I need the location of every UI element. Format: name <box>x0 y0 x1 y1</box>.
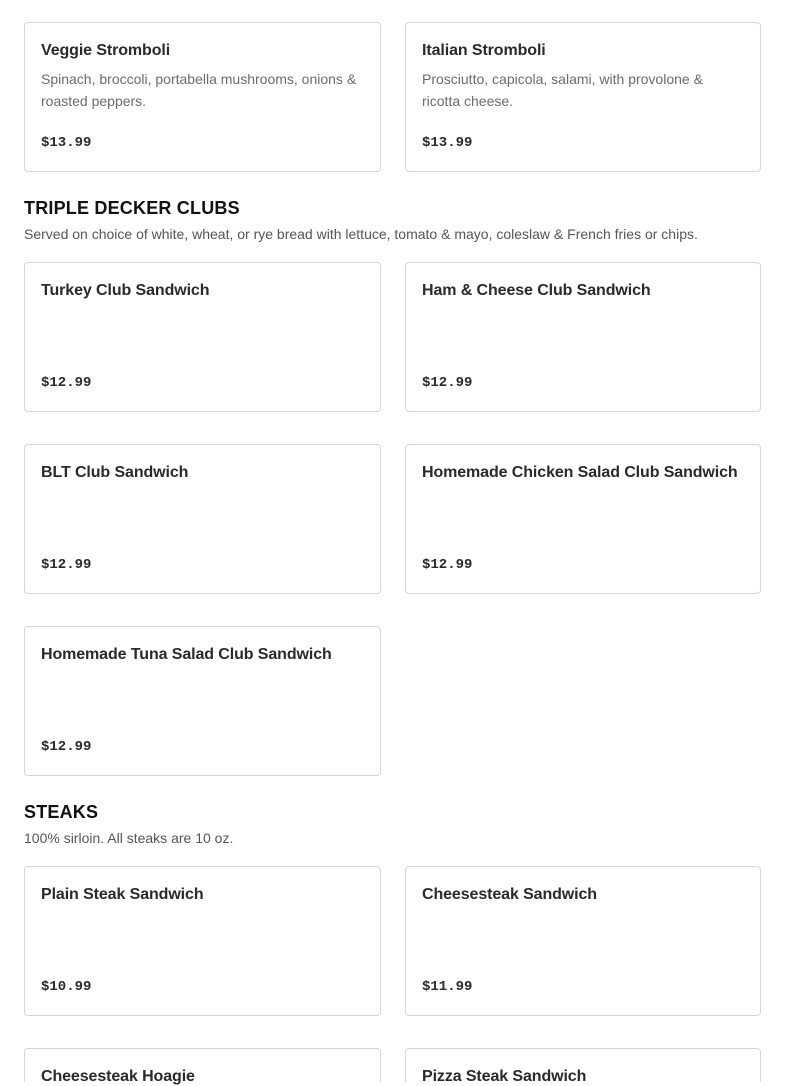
menu-item-card[interactable] <box>405 444 761 594</box>
menu-item-description: Spinach, broccoli, portabella mushrooms, onions & roasted peppers. <box>41 71 357 109</box>
section-title: TRIPLE DECKER CLUBS <box>24 198 240 218</box>
menu-item-card[interactable] <box>405 866 761 1016</box>
menu-item-price: $12.99 <box>41 375 92 391</box>
menu-item-name: Plain Steak Sandwich <box>41 886 204 903</box>
menu-item-card[interactable] <box>405 1048 761 1085</box>
section-description: 100% sirloin. All steaks are 10 oz. <box>24 830 234 846</box>
menu-item-name: Ham & Cheese Club Sandwich <box>422 282 651 299</box>
menu-item-name: BLT Club Sandwich <box>41 464 189 481</box>
menu-item-name: Cheesesteak Hoagie <box>41 1068 195 1085</box>
menu-item-card[interactable] <box>405 262 761 412</box>
menu-item-name: Homemade Chicken Salad Club Sandwich <box>422 464 738 481</box>
menu-item-price: $12.99 <box>422 375 473 391</box>
menu-item-name: Cheesesteak Sandwich <box>422 886 597 903</box>
menu-item-card[interactable] <box>24 22 381 172</box>
menu-item-card[interactable] <box>24 444 381 594</box>
menu-item-price: $13.99 <box>41 135 92 151</box>
menu-item-card[interactable] <box>24 626 381 776</box>
menu-item-price: $12.99 <box>422 557 473 573</box>
menu-item-description: Prosciutto, capicola, salami, with provolone & ricotta cheese. <box>422 71 703 109</box>
menu-item-price: $12.99 <box>41 557 92 573</box>
section-title: STEAKS <box>24 802 99 822</box>
menu-item-card[interactable] <box>24 1048 381 1085</box>
section-description: Served on choice of white, wheat, or rye bread with lettuce, tomato & mayo, coleslaw & French fries or chips. <box>24 226 698 242</box>
menu-item-price: $13.99 <box>422 135 473 151</box>
menu-item-name: Homemade Tuna Salad Club Sandwich <box>41 646 332 663</box>
menu-item-name: Turkey Club Sandwich <box>41 282 210 299</box>
menu-item-name: Italian Stromboli <box>422 42 546 59</box>
menu-item-name: Veggie Stromboli <box>41 42 171 59</box>
menu-item-price: $11.99 <box>422 979 473 995</box>
menu-item-price: $10.99 <box>41 979 92 995</box>
menu-item-card[interactable] <box>24 866 381 1016</box>
menu-item-price: $12.99 <box>41 739 92 755</box>
menu-item-card[interactable] <box>24 262 381 412</box>
menu-item-name: Pizza Steak Sandwich <box>422 1068 587 1085</box>
menu-item-card[interactable] <box>405 22 761 172</box>
